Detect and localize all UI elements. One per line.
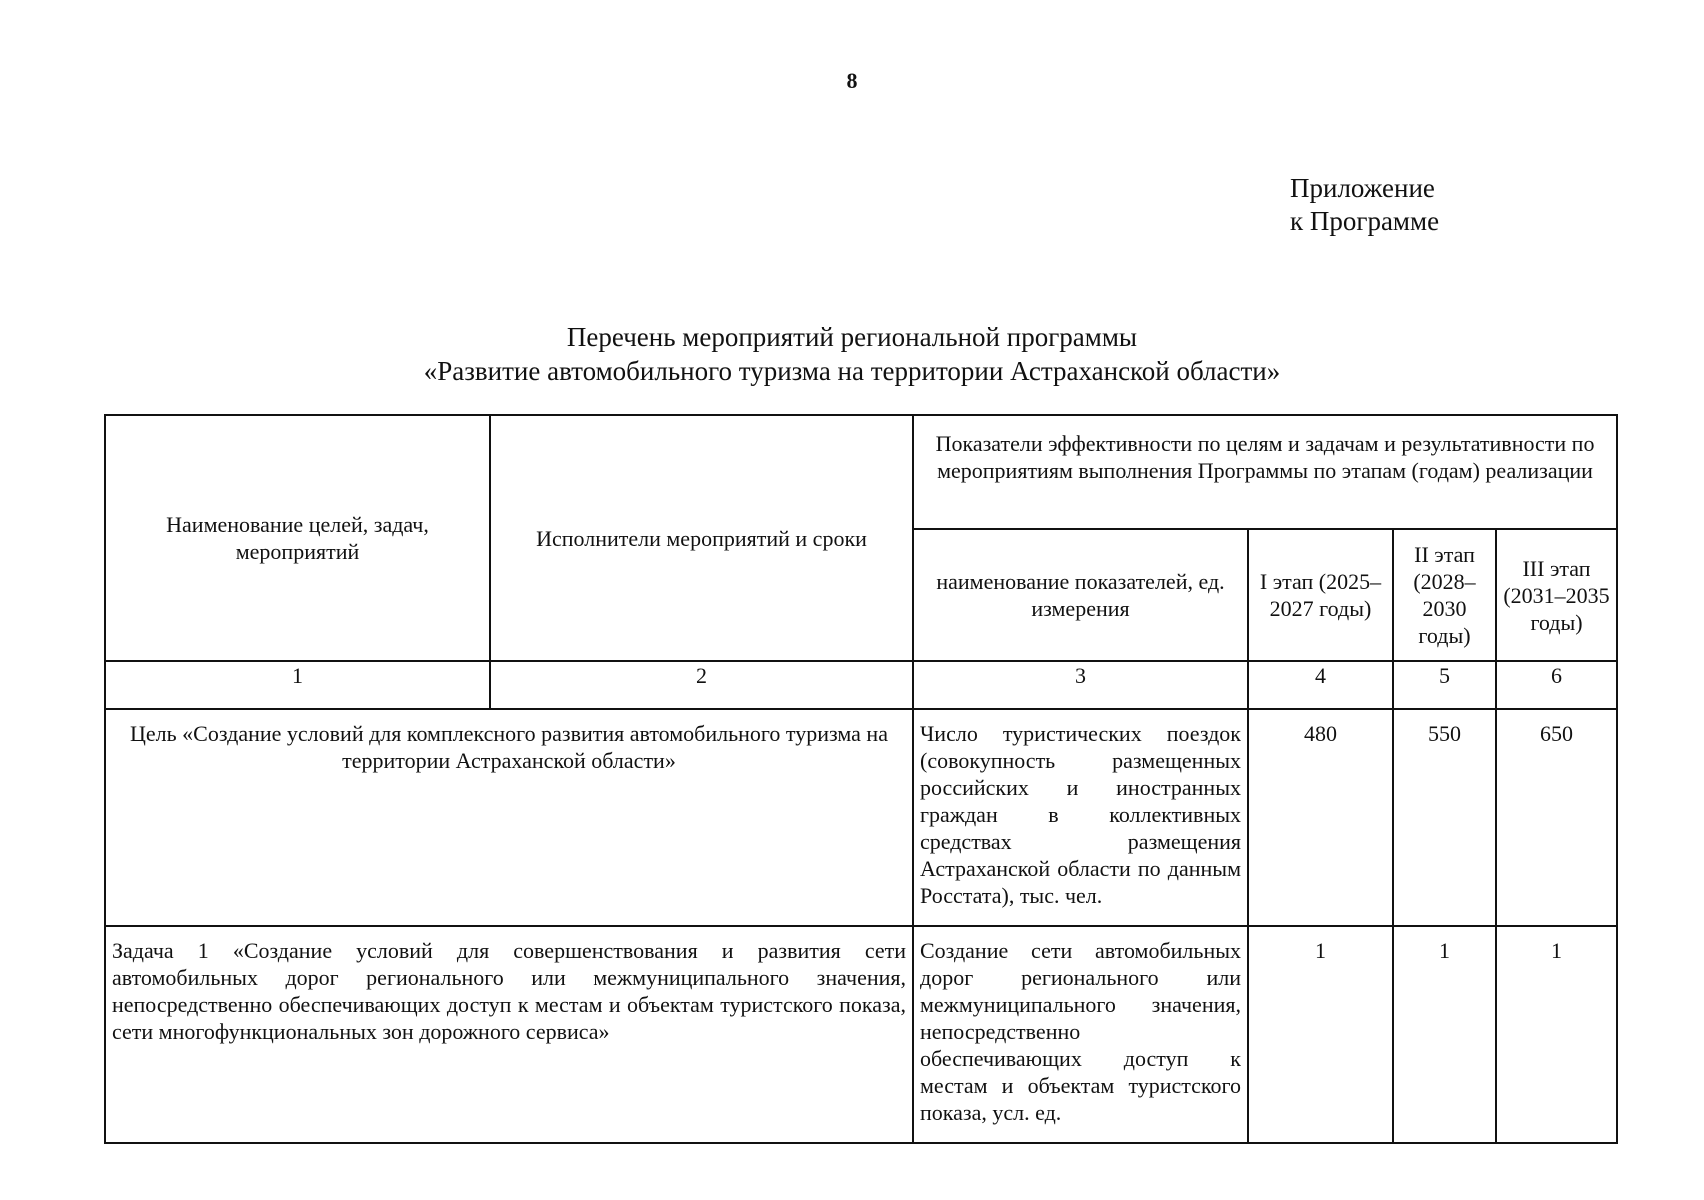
- task-1-stage-2-value: 1: [1393, 926, 1496, 1143]
- header-goal-name: Наименование целей, задач, мероприятий: [105, 415, 490, 661]
- measures-table: [104, 414, 1618, 1144]
- header-stage-3: III этап (2031–2035 годы): [1496, 529, 1617, 661]
- header-row-1: [105, 415, 1617, 529]
- goal-stage-3-value: 650: [1496, 709, 1617, 926]
- goal-stage-1-value: 480: [1248, 709, 1393, 926]
- task-1-indicator: Создание сети автомобильных дорог регионального или межмуниципального значения, непосредственно обеспечивающих доступ к местам и объектам туристского показа, усл. ед.: [913, 926, 1248, 1143]
- column-number: 6: [1496, 661, 1617, 709]
- header-indicators-group: Показатели эффективности по целям и задачам и результативности по мероприятиям выполнения Программы по этапам (годам) реализации: [913, 415, 1617, 529]
- task-1-stage-3-value: 1: [1496, 926, 1617, 1143]
- document-title-line-2: «Развитие автомобильного туризма на территории Астраханской области»: [423, 356, 1281, 386]
- goal-indicator: Число туристических поездок (совокупность размещенных российских и иностранных граждан в коллективных средствах размещения Астраханской области по данным Росстата), тыс. чел.: [913, 709, 1248, 926]
- appendix-line-2: к Программе: [1290, 206, 1440, 236]
- appendix-label: [1290, 172, 1439, 238]
- goal-name: Цель «Создание условий для комплексного развития автомобильного туризма на территории Астраханской области»: [105, 709, 913, 926]
- task-1-name: Задача 1 «Создание условий для совершенствования и развития сети автомобильных дорог регионального или межмуниципального значения, непосредственно обеспечивающих доступ к местам и объектам туристского показа, сети многофункциональных зон дорожного сервиса»: [105, 926, 913, 1143]
- column-number: 3: [913, 661, 1248, 709]
- header-stage-1: I этап (2025–2027 годы): [1248, 529, 1393, 661]
- table-row-goal: [105, 709, 1617, 926]
- table-row-task-1: [105, 926, 1617, 1143]
- goal-stage-2-value: 550: [1393, 709, 1496, 926]
- column-number: 2: [490, 661, 913, 709]
- document-title: [0, 320, 1704, 388]
- column-number: 4: [1248, 661, 1393, 709]
- task-1-stage-1-value: 1: [1248, 926, 1393, 1143]
- appendix-line-1: Приложение: [1290, 173, 1435, 203]
- column-number: 1: [105, 661, 490, 709]
- header-stage-2: II этап (2028–2030 годы): [1393, 529, 1496, 661]
- header-executors: Исполнители мероприятий и сроки: [490, 415, 913, 661]
- page-number: 8: [846, 68, 858, 93]
- document-title-line-1: Перечень мероприятий региональной программы: [566, 322, 1138, 352]
- column-number-row: [105, 661, 1617, 709]
- column-number: 5: [1393, 661, 1496, 709]
- header-indicator-name: наименование показателей, ед. измерения: [913, 529, 1248, 661]
